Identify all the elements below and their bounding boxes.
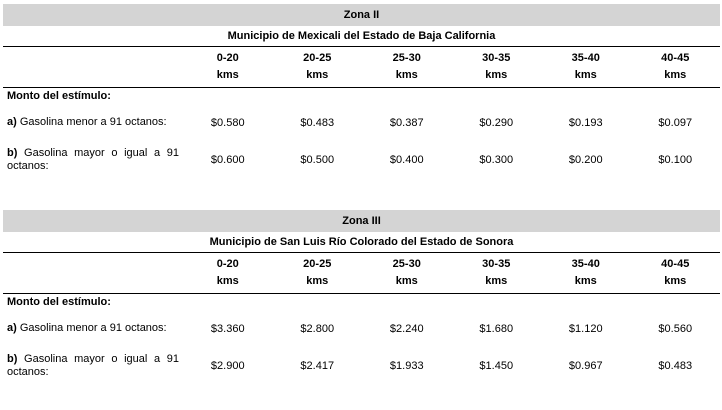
amount-cell: $0.387 — [389, 116, 424, 129]
zone-subtitle: Municipio de Mexicali del Estado de Baja California — [3, 26, 720, 47]
range-header: 20-25 kms — [303, 258, 332, 287]
amount-cell: $0.483 — [300, 116, 335, 129]
amount-cell: $1.933 — [389, 359, 424, 372]
monto-label: Monto del estímulo: — [3, 88, 720, 105]
range-header: 30-35 kms — [482, 52, 511, 81]
amount-cell: $1.120 — [568, 322, 603, 335]
amount-cell: $1.450 — [479, 359, 514, 372]
amount-cell: $2.800 — [300, 322, 335, 335]
table-row — [3, 347, 720, 384]
amount-cell: $0.400 — [389, 153, 424, 166]
amount-cell: $0.600 — [210, 153, 245, 166]
amount-cell: $0.300 — [479, 153, 514, 166]
row-label: b) Gasolina mayor o igual a 91 octanos: — [7, 352, 179, 378]
amount-cell: $3.360 — [210, 322, 245, 335]
amount-cell: $0.097 — [658, 116, 693, 129]
row-label: b) Gasolina mayor o igual a 91 octanos: — [7, 146, 179, 172]
amount-cell: $2.240 — [389, 322, 424, 335]
amount-cell: $0.483 — [658, 359, 693, 372]
range-header: 35-40 kms — [571, 258, 600, 287]
monto-row — [3, 294, 720, 311]
range-header: 0-20 kms — [216, 52, 239, 81]
zone-title: Zona III — [3, 210, 720, 232]
amount-cell: $1.680 — [479, 322, 514, 335]
zone-title: Zona II — [3, 4, 720, 26]
range-header: 0-20 kms — [216, 258, 239, 287]
header-empty-cell — [3, 253, 183, 294]
range-header: 20-25 kms — [303, 52, 332, 81]
amount-cell: $0.200 — [568, 153, 603, 166]
amount-cell: $0.580 — [210, 116, 245, 129]
range-header: 40-45 kms — [661, 52, 690, 81]
stimulus-table — [3, 47, 720, 178]
zone-section — [3, 210, 720, 384]
range-header: 25-30 kms — [392, 258, 421, 287]
row-label: a) Gasolina menor a 91 octanos: — [7, 322, 167, 334]
row-label: a) Gasolina menor a 91 octanos: — [7, 116, 167, 128]
amount-cell: $0.560 — [658, 322, 693, 335]
amount-cell: $2.900 — [210, 359, 245, 372]
range-header: 35-40 kms — [571, 52, 600, 81]
monto-label: Monto del estímulo: — [3, 294, 720, 311]
table-row — [3, 141, 720, 178]
zone-subtitle: Municipio de San Luis Río Colorado del Estado de Sonora — [3, 232, 720, 253]
amount-cell: $0.500 — [300, 153, 335, 166]
table-row — [3, 310, 720, 347]
amount-cell: $0.100 — [658, 153, 693, 166]
amount-cell: $0.967 — [568, 359, 603, 372]
range-header-row — [3, 47, 720, 88]
range-header-row — [3, 253, 720, 294]
monto-row — [3, 88, 720, 105]
range-header: 30-35 kms — [482, 258, 511, 287]
stimulus-table — [3, 253, 720, 384]
range-header: 40-45 kms — [661, 258, 690, 287]
amount-cell: $0.290 — [479, 116, 514, 129]
zone-section — [3, 4, 720, 178]
header-empty-cell — [3, 47, 183, 88]
amount-cell: $0.193 — [568, 116, 603, 129]
amount-cell: $2.417 — [300, 359, 335, 372]
table-row — [3, 104, 720, 141]
range-header: 25-30 kms — [392, 52, 421, 81]
